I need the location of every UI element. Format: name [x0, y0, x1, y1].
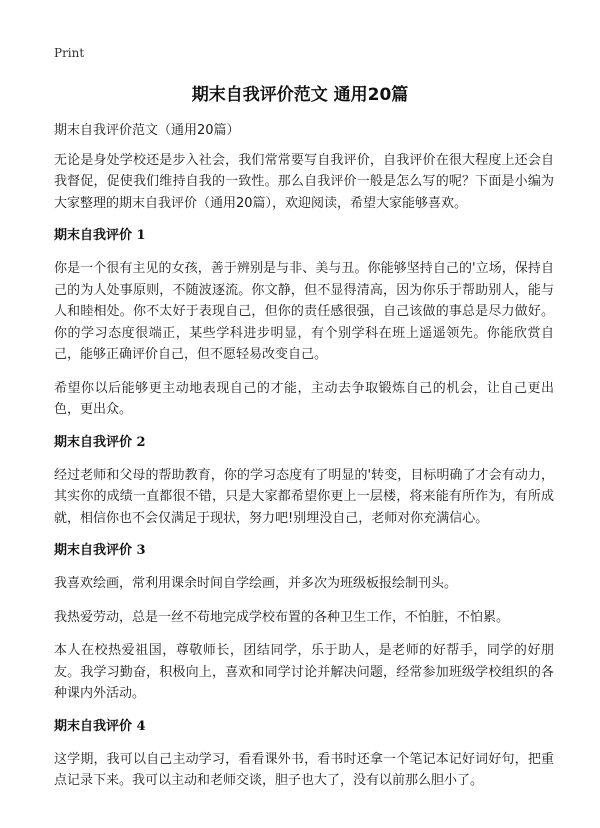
section-3: [54, 541, 554, 705]
section-heading: 期末自我评价 1: [54, 228, 146, 243]
section-paragraph: 本人在校热爱祖国，尊敬师长，团结同学，乐于助人，是老师的好帮手，同学的好朋友。我学习勤奋，积极向上，喜欢和同学讨论并解决问题，经常参加班级学校组织的各种课内外活动。: [54, 643, 554, 701]
section-paragraph: 经过老师和父母的帮助教育，你的学习态度有了明显的'转变，目标明确了才会有动力，其实你的成绩一直都很不错，只是大家都希望你更上一层楼，将来能有所作为，有所成就，相信你也不会仅满足于现状，努力吧!别埋没自己，老师对你充满信心。: [54, 467, 554, 526]
section-heading: 期末自我评价 2: [54, 434, 146, 450]
section-paragraph: 这学期，我可以自己主动学习，看看课外书，看书时还拿一个笔记本记好词好句，把重点记录下来。我可以主动和老师交谈，胆子也大了，没有以前那么胆小了。: [54, 751, 554, 788]
section-4: [54, 717, 554, 792]
intro-paragraph: 无论是身处学校还是步入社会，我们常常要写自我评价，自我评价在很大程度上还会自我督促，促使我们维持自我的一致性。那么自我评价一般是怎么写的呢？下面是小编为大家整理的期末自我评价（通用20篇），欢迎阅读，希望大家能够喜欢。: [54, 152, 554, 211]
document-body: [54, 120, 554, 804]
section-paragraph: 你是一个很有主见的女孩，善于辨别是与非、美与丑。你能够坚持自己的'立场，保持自己的为人处事原则，不随波逐流。你文静，但不显得清高，因为你乐于帮助别人，能与人和睦相处。你不太好于表现自己，但你的责任感很强，自己该做的事总是尽力做好。你的学习态度很端正，某些学科进步明显，有个别学科在班上遥遥领先。你能欣赏自己，能够正确评价自己，但不愿轻易改变自己。: [54, 261, 554, 362]
section-paragraph: 我热爱劳动，总是一丝不苟地完成学校布置的各种卫生工作，不怕脏，不怕累。: [54, 609, 510, 625]
section-2: [54, 433, 554, 530]
document-subtitle: 期末自我评价范文（通用20篇）: [54, 123, 240, 138]
section-heading: 期末自我评价 4: [54, 718, 146, 734]
section-paragraph: 我喜欢绘画，常利用课余时间自学绘画，并多次为班级板报绘制刊头。: [54, 576, 458, 591]
print-link[interactable]: Print: [54, 46, 85, 60]
section-paragraph: 希望你以后能够更主动地表现自己的才能，主动去争取锻炼自己的机会，让自己更出色，更出众。: [54, 380, 554, 417]
section-1: [54, 226, 554, 421]
section-heading: 期末自我评价 3: [54, 543, 146, 558]
page-title: 期末自我评价范文 通用20篇: [191, 85, 409, 105]
